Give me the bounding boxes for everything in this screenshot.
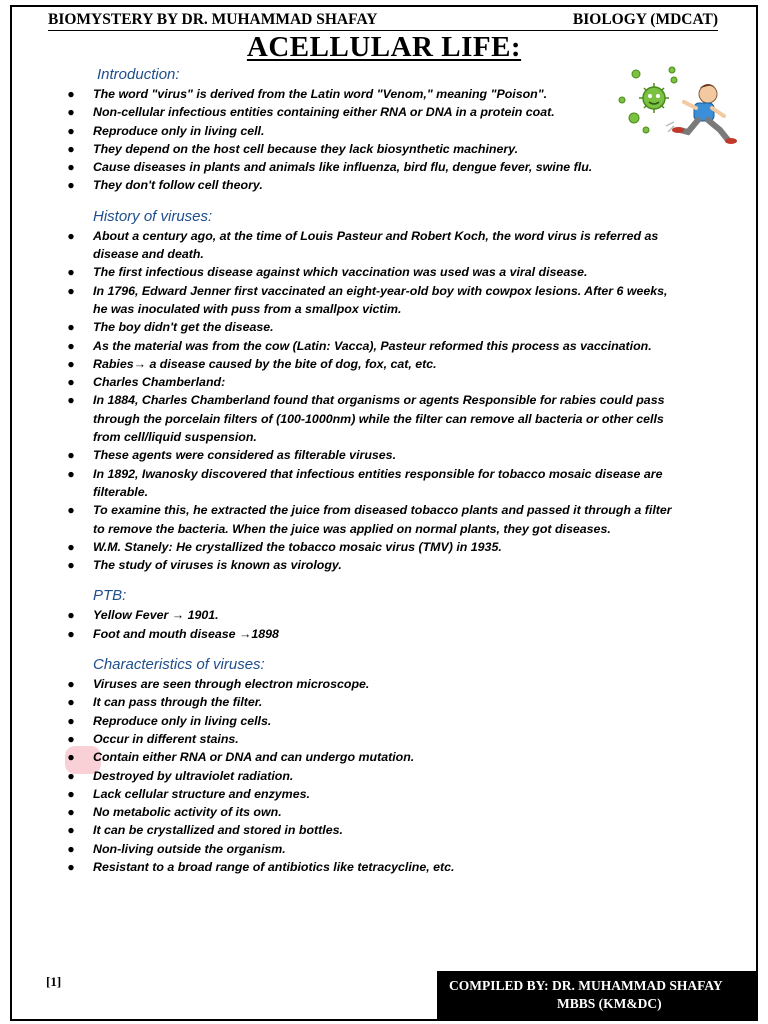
list-item (66, 140, 726, 158)
list-item (66, 176, 726, 194)
list-item-text: It can be crystallized and stored in bottles. (93, 823, 343, 838)
list-item (66, 675, 726, 693)
list-item-text: About a century ago, at the time of Louis Pasteur and Robert Koch, the word virus is referred as (93, 228, 659, 243)
section-heading: Characteristics of viruses: (93, 656, 265, 674)
list-item-text: Contain either RNA or DNA and can undergo mutation. (93, 750, 415, 765)
list-item-text: Yellow Fever → 1901. (93, 608, 219, 623)
list-item (66, 85, 726, 103)
section (66, 654, 746, 876)
bullet-icon: ● (67, 141, 75, 156)
list-item (66, 821, 726, 839)
list-item-text: In 1796, Edward Jenner first vaccinated an eight-year-old boy with cowpox lesions. After 6 weeks, (93, 283, 668, 298)
bullet-icon: ● (67, 178, 75, 193)
bullet-icon: ● (67, 859, 75, 874)
bullet-list (66, 675, 746, 876)
list-item-text: The study of viruses is known as virology. (93, 558, 342, 573)
section (66, 206, 746, 575)
list-item-text: The word "virus" is derived from the Latin word "Venom," meaning "Poison". (93, 87, 548, 101)
bullet-icon: ● (67, 375, 75, 390)
list-item-text: Foot and mouth disease →1898 (93, 626, 279, 641)
list-item-text: No metabolic activity of its own. (93, 805, 282, 820)
list-item (66, 103, 726, 121)
bullet-icon: ● (67, 805, 75, 820)
list-item (66, 318, 726, 336)
bullet-icon: ● (67, 448, 75, 463)
list-item-text: The boy didn't get the disease. (93, 320, 274, 335)
list-item (66, 693, 726, 711)
bullet-icon: ● (67, 539, 75, 554)
list-item (66, 858, 726, 876)
page-number: [1] (46, 974, 62, 989)
bullet-icon: ● (67, 768, 75, 783)
list-item-text: he was inoculated with puss from a smallpox victim. (93, 301, 402, 316)
bullet-list (66, 227, 746, 575)
list-item (66, 446, 726, 464)
list-item (66, 785, 726, 803)
bullet-list (66, 606, 746, 643)
bullet-icon: ● (67, 823, 75, 838)
list-item (66, 373, 726, 391)
list-item-text: In 1884, Charles Chamberland found that organisms or agents Responsible for rabies could pass (93, 393, 665, 408)
list-item-text: It can pass through the filter. (93, 695, 263, 710)
bullet-icon: ● (67, 626, 75, 641)
list-item (66, 767, 726, 785)
list-item-text: W.M. Stanely: He crystallized the tobacco mosaic virus (TMV) in 1935. (93, 539, 502, 554)
bullet-icon: ● (67, 265, 75, 280)
list-item-text: Resistant to a broad range of antibiotics like tetracycline, etc. (93, 859, 455, 874)
list-item (66, 158, 726, 176)
list-item (66, 465, 726, 502)
bullet-icon: ● (67, 695, 75, 710)
list-item (66, 748, 726, 766)
section (66, 585, 746, 643)
list-item-text: disease and death. (93, 247, 204, 262)
list-item-text: They don't follow cell theory. (93, 178, 263, 193)
bullet-icon: ● (67, 713, 75, 728)
list-item-text: through the porcelain filters of (100-1000nm) while the filter can remove all bacteria or other cells (93, 411, 664, 426)
list-item (66, 840, 726, 858)
page-header (48, 9, 718, 31)
list-item (66, 606, 726, 624)
header-right: BIOLOGY (MDCAT) (572, 10, 718, 28)
bullet-icon: ● (67, 338, 75, 353)
list-item (66, 501, 726, 538)
list-item (66, 538, 726, 556)
list-item (66, 282, 726, 319)
list-item-text: They depend on the host cell because they lack biosynthetic machinery. (93, 141, 519, 156)
footer-compiled-by: COMPILED BY: DR. MUHAMMAD SHAFAY (449, 978, 723, 993)
bullet-icon: ● (67, 105, 75, 120)
section-heading: PTB: (93, 587, 127, 605)
section-heading: History of viruses: (93, 207, 213, 225)
list-item-text: Destroyed by ultraviolet radiation. (93, 768, 294, 783)
list-item-text: To examine this, he extracted the juice from diseased tobacco plants and passed it through a filter (93, 503, 672, 518)
footer-credit (437, 971, 757, 1019)
list-item-text: In 1892, Iwanosky discovered that infectious entities responsible for tobacco mosaic disease are (93, 466, 663, 481)
section (66, 64, 746, 195)
list-item-text: to remove the bacteria. When the juice was applied on normal plants, they got diseases. (93, 521, 611, 536)
list-item (66, 625, 726, 643)
list-item (66, 803, 726, 821)
list-item-text: Cause diseases in plants and animals like influenza, bird flu, dengue fever, swine flu. (93, 160, 593, 175)
bullet-icon: ● (67, 123, 75, 138)
bullet-icon: ● (67, 750, 75, 765)
bullet-icon: ● (67, 677, 75, 692)
list-item-text: Viruses are seen through electron microscope. (93, 677, 370, 692)
list-item (66, 263, 726, 281)
bullet-icon: ● (67, 87, 75, 101)
list-item-text: Reproduce only in living cells. (93, 713, 272, 728)
bullet-icon: ● (67, 160, 75, 175)
bullet-icon: ● (67, 608, 75, 623)
bullet-icon: ● (67, 841, 75, 856)
list-item-text: Lack cellular structure and enzymes. (93, 786, 310, 801)
list-item-text: Non-living outside the organism. (93, 841, 286, 856)
bullet-list (66, 85, 746, 195)
list-item-text: Rabies→ a disease caused by the bite of dog, fox, cat, etc. (93, 356, 437, 371)
list-item-text: Occur in different stains. (93, 731, 239, 746)
list-item-text: The first infectious disease against which vaccination was used was a viral disease. (93, 265, 588, 280)
bullet-icon: ● (67, 558, 75, 573)
bullet-icon: ● (67, 228, 75, 243)
bullet-icon: ● (67, 466, 75, 481)
list-item (66, 556, 726, 574)
list-item-text: As the material was from the cow (Latin: Vacca), Pasteur reformed this process as vaccination. (93, 338, 652, 353)
list-item (66, 730, 726, 748)
header-left: BIOMYSTERY BY DR. MUHAMMAD SHAFAY (48, 10, 378, 28)
bullet-icon: ● (67, 731, 75, 746)
bullet-icon: ● (67, 393, 75, 408)
list-item-text: Non-cellular infectious entities containing either RNA or DNA in a protein coat. (93, 105, 555, 120)
list-item-text: Reproduce only in living cell. (93, 123, 265, 138)
list-item-text: Charles Chamberland: (93, 375, 226, 390)
bullet-icon: ● (67, 503, 75, 518)
list-item (66, 712, 726, 730)
bullet-icon: ● (67, 786, 75, 801)
bullet-icon: ● (67, 283, 75, 298)
list-item (66, 122, 726, 140)
list-item (66, 227, 726, 264)
list-item (66, 391, 726, 446)
section-heading: Introduction: (97, 66, 180, 83)
list-item-text: from cell/liquid suspension. (93, 430, 257, 445)
list-item-text: These agents were considered as filterable viruses. (93, 448, 397, 463)
list-item (66, 337, 726, 355)
bullet-icon: ● (67, 320, 75, 335)
list-item-text: filterable. (93, 484, 149, 499)
footer-degree: MBBS (KM&DC) (557, 996, 662, 1011)
bullet-icon: ● (67, 356, 75, 371)
document-body (66, 63, 746, 876)
list-item (66, 355, 726, 373)
page-title: ACELLULAR LIFE: (246, 31, 522, 63)
